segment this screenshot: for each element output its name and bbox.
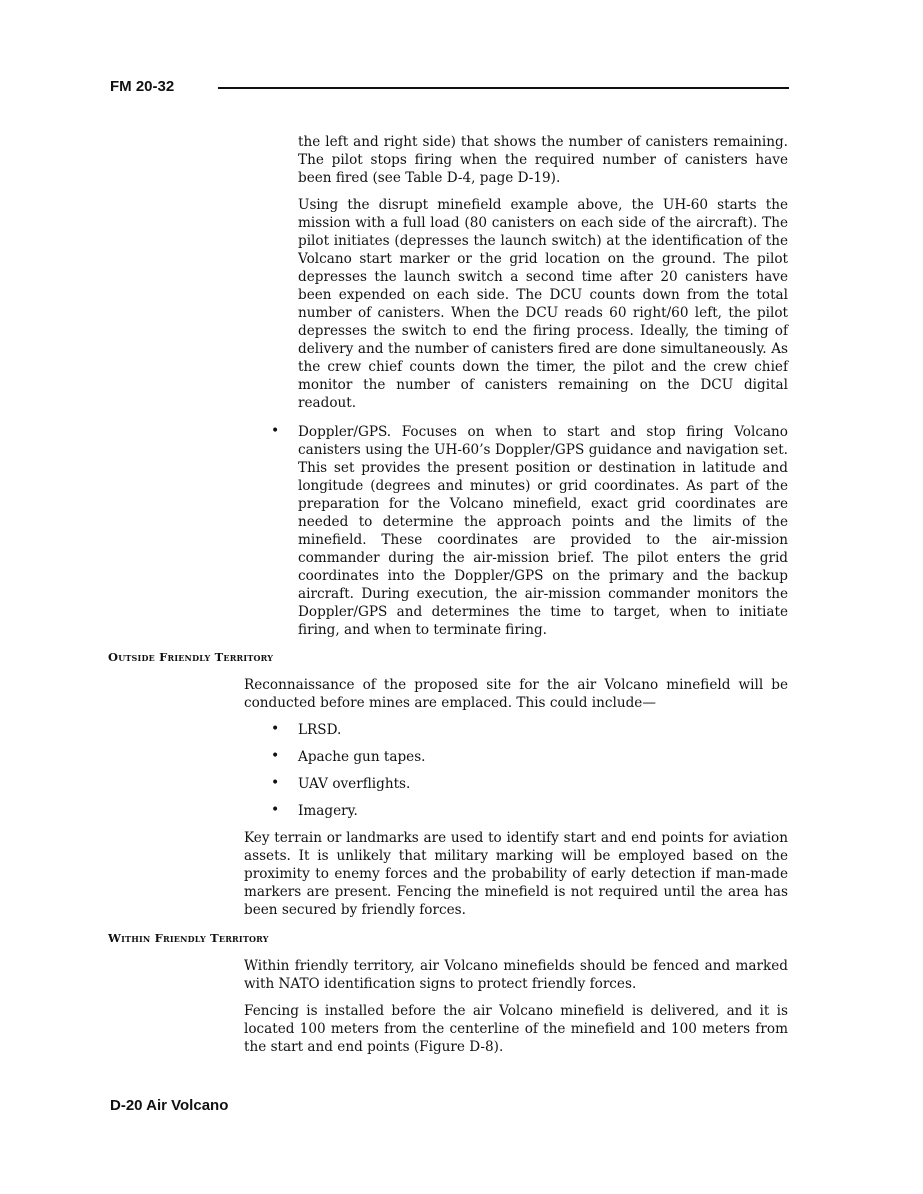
- page-footer: D-20 Air Volcano: [110, 1097, 229, 1114]
- bullet-doppler: •: [271, 423, 280, 439]
- list-item-imagery: Imagery.: [298, 803, 358, 819]
- bullet-recon-1: •: [271, 721, 280, 737]
- paragraph-canister-count: the left and right side) that shows the number of canisters remaining. The pilot stops firing when the required number of canisters have been fired (see Table D-4, page D-19).: [298, 134, 788, 186]
- list-item-uav-overflights: UAV overflights.: [298, 776, 411, 792]
- paragraph-doppler-gps: Doppler/GPS. Focuses on when to start and stop firing Volcano canisters using the UH-60’s Doppler/GPS guidance and navigation set. This set provides the present position or destination in latitude and longitude (degrees and minutes) or grid coordinates. As part of the preparation for the Volcano minefield, exact grid coordinates are needed to determine the approach points and the limits of the minefield. These coordinates are provided to the air-mission commander during the air-mission brief. The pilot enters the grid coordinates into the Doppler/GPS on the primary and the backup aircraft. During execution, the air-mission commander monitors the Doppler/GPS and determines the time to target, when to initiate firing, and when to terminate firing.: [298, 424, 788, 638]
- running-header: FM 20-32: [110, 78, 175, 95]
- bullet-recon-4: •: [271, 802, 280, 818]
- paragraph-fencing: Fencing is installed before the air Volcano minefield is delivered, and it is located 100 meters from the centerline of the minefield and 100 meters from the start and end points (Figure D-8).: [244, 1003, 788, 1055]
- bullet-recon-3: •: [271, 775, 280, 791]
- list-item-apache-gun-tapes: Apache gun tapes.: [298, 749, 426, 765]
- heading-outside-friendly-territory: Outside Friendly Territory: [108, 650, 274, 664]
- paragraph-key-terrain: Key terrain or landmarks are used to identify start and end points for aviation assets. It is unlikely that military marking will be employed based on the proximity to enemy forces and the probability of early detection if man-made markers are present. Fencing the minefield is not required until the area has been secured by friendly forces.: [244, 830, 788, 918]
- header-rule: [218, 87, 789, 89]
- list-item-lrsd: LRSD.: [298, 722, 342, 738]
- paragraph-reconnaissance: Reconnaissance of the proposed site for the air Volcano minefield will be conducted before mines are emplaced. This could include—: [244, 677, 788, 711]
- paragraph-within-friendly: Within friendly territory, air Volcano minefields should be fenced and marked with NATO identification signs to protect friendly forces.: [244, 958, 788, 992]
- heading-within-friendly-territory: Within Friendly Territory: [108, 931, 269, 945]
- bullet-recon-2: •: [271, 748, 280, 764]
- paragraph-disrupt-example: Using the disrupt minefield example above, the UH-60 starts the mission with a full load (80 canisters on each side of the aircraft). The pilot initiates (depresses the launch switch) at the identification of the Volcano start marker or the grid location on the ground. The pilot depresses the launch switch a second time after 20 canisters have been expended on each side. The DCU counts down from the total number of canisters. When the DCU reads 60 right/60 left, the pilot depresses the switch to end the firing process. Ideally, the timing of delivery and the number of canisters fired are done simultaneously. As the crew chief counts down the timer, the pilot and the crew chief monitor the number of canisters remaining on the DCU digital readout.: [298, 197, 788, 411]
